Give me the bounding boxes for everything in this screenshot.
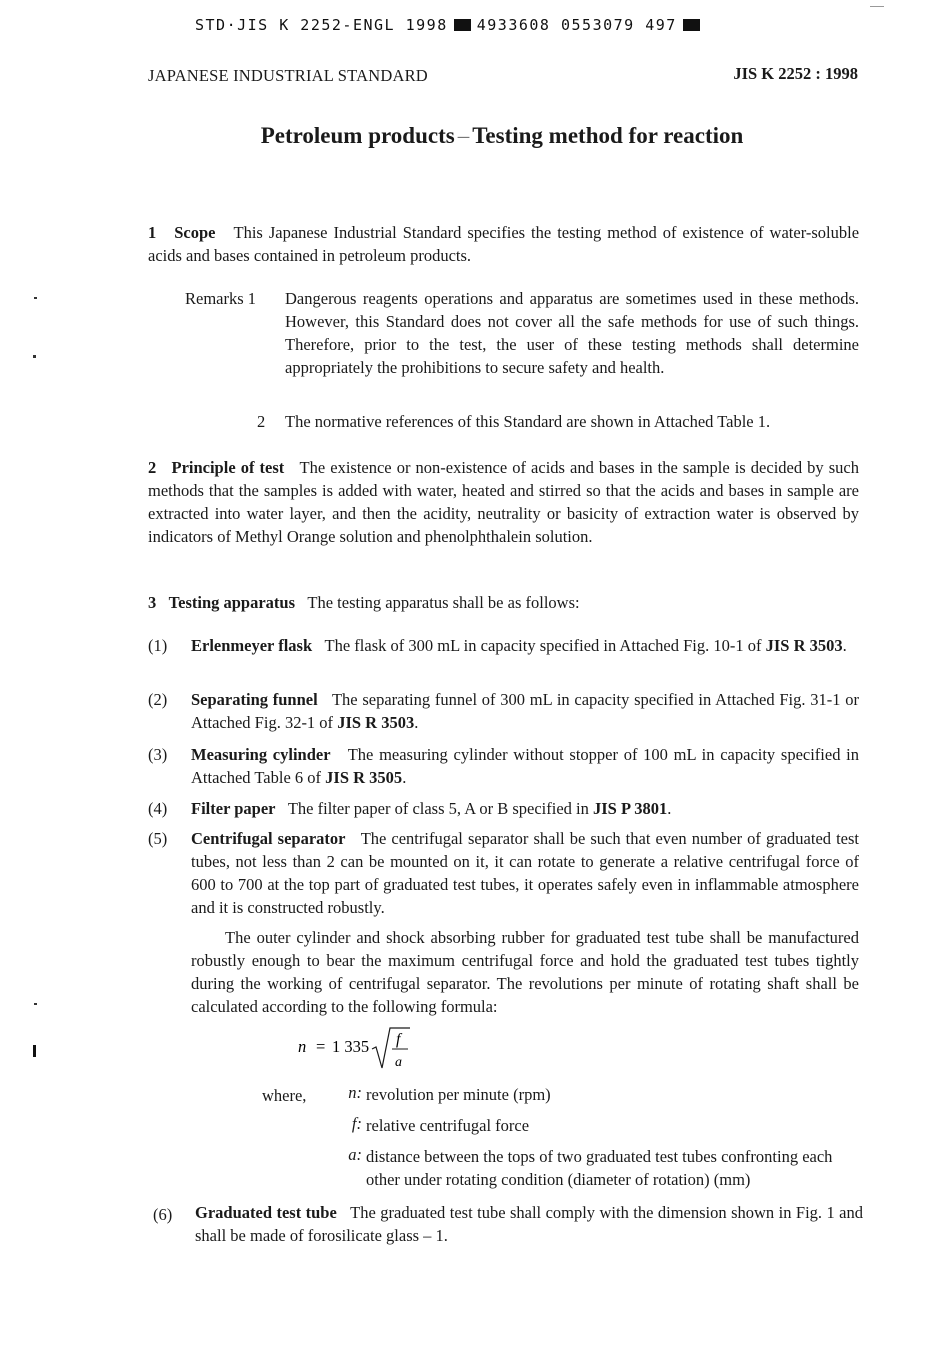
section-principle (148, 456, 859, 548)
radical-sign (372, 1028, 410, 1068)
standard-label: JAPANESE INDUSTRIAL STANDARD (148, 66, 428, 85)
definition-text: revolution per minute (rpm) (366, 1085, 551, 1104)
section-heading: Principle of test (171, 458, 285, 477)
rpm-formula (296, 1022, 426, 1078)
scan-speck (33, 355, 36, 358)
apparatus-item-1 (191, 634, 859, 657)
definition-symbol: a: (348, 1145, 362, 1164)
section-text: The testing apparatus shall be as follows: (307, 593, 580, 612)
item-name: Separating funnel (191, 690, 318, 709)
item-name: Filter paper (191, 799, 276, 818)
remarks-label: Remarks 1 (185, 289, 257, 308)
definition-symbol: n: (348, 1083, 362, 1102)
item-text: The graduated test tube shall comply with the dimension shown in Fig. 1 and shall be made of forosilicate glass – 1. (195, 1203, 863, 1245)
item-number: (6) (153, 1205, 173, 1224)
item-text: The separating funnel of 300 mL in capacity specified in Attached Fig. 31-1 or Attached Fig. 32-1 of (191, 690, 859, 732)
section-number: 3 (148, 593, 157, 612)
item-reference: JIS R 3503 (765, 636, 843, 655)
remark-1-text: Dangerous reagents operations and apparatus are sometimes used in these methods. However, this Standard does not cover all the safe methods for use of such things. Therefore, prior to the test, the user of these testing methods shall determine appropriately the prohibitions to secure safety and health. (285, 289, 859, 377)
item-end: . (414, 713, 419, 732)
where-label: where, (262, 1086, 307, 1105)
item-text: The centrifugal separator shall be such that even number of graduated test tubes, not less than 2 can be mounted on it, it can rotate to generate a relative centrifugal force of 600 to 700 at the top part of graduated test tubes, it operates safely even in inflammable atmosphere and it is constructed robustly. (191, 829, 860, 917)
item-name: Centrifugal separator (191, 829, 346, 848)
document-title (0, 123, 950, 149)
formula-numerator: f (396, 1031, 401, 1048)
formula-graphic (296, 1022, 426, 1074)
section-text: This Japanese Industrial Standard specifies the testing method of existence of water-soluble acids and bases contained in petroleum products. (148, 223, 860, 265)
title-part2: Testing method for reaction (472, 123, 744, 148)
item-number: (2) (148, 690, 168, 709)
item-text: The flask of 300 mL in capacity specified in Attached Fig. 10-1 of (324, 636, 762, 655)
redaction-block (454, 19, 471, 31)
item-reference: JIS P 3801 (593, 799, 668, 818)
item-text: The filter paper of class 5, A or B specified in (287, 799, 589, 818)
section-heading: Scope (174, 223, 216, 242)
definition-text: relative centrifugal force (366, 1116, 530, 1135)
item-name: Measuring cylinder (191, 745, 331, 764)
title-part1: Petroleum products (260, 123, 455, 148)
section-scope (148, 221, 859, 267)
item-number: (5) (148, 829, 168, 848)
formula-coefficient: 1 335 (332, 1037, 370, 1056)
formula-lhs: n (298, 1037, 307, 1056)
item-name: Erlenmeyer flask (191, 636, 313, 655)
scan-speck (33, 1045, 36, 1057)
item-text: The measuring cylinder without stopper of 100 mL in capacity specified in Attached Table 6 of (191, 745, 860, 787)
document-code-strip (195, 16, 706, 34)
definition-f (334, 1114, 868, 1137)
item-end: . (402, 768, 407, 787)
item-number: (1) (148, 636, 168, 655)
definition-a (334, 1145, 868, 1191)
formula-equals: = (316, 1037, 326, 1056)
remark-2-number: 2 (257, 412, 266, 431)
redaction-block (683, 19, 700, 31)
section-text: The existence or non-existence of acids and bases in the sample is decided by such methods that the samples is added with water, heated and stirred so that the acids and bases in sample are extracted into water layer, and then the acidity, neutrality or basicity of extraction water is observed by indicators of Methyl Orange solution and phenolphthalein solution. (148, 458, 860, 546)
apparatus-item-2 (191, 688, 859, 734)
formula-denominator: a (395, 1055, 402, 1070)
section-number: 2 (148, 458, 157, 477)
definition-symbol: f: (351, 1114, 362, 1133)
item-5-paragraph-2: The outer cylinder and shock absorbing rubber for graduated test tube shall be manufactured robustly enough to bear the maximum centrifugal force and hold the graduated test tubes tightly during the working of centrifugal separator. The revolutions per minute of rotating shaft shall be calculated according to the following formula: (191, 928, 859, 1016)
title-dash: – (457, 123, 470, 148)
item-end: . (842, 636, 847, 655)
scan-speck (34, 1003, 37, 1005)
standard-number: JIS K 2252 : 1998 (733, 64, 858, 83)
apparatus-item-6 (195, 1201, 863, 1247)
item-name: Graduated test tube (195, 1203, 337, 1222)
item-reference: JIS R 3503 (337, 713, 415, 732)
item-end: . (667, 799, 672, 818)
definition-text: distance between the tops of two graduated test tubes confronting each other under rotating condition (diameter of rotation) (mm) (366, 1147, 833, 1189)
section-number: 1 (148, 223, 157, 242)
section-heading: Testing apparatus (168, 593, 296, 612)
document-code-part1: STD·JIS K 2252-ENGL 1998 (195, 16, 448, 34)
document-code-part2: 4933608 0553079 497 (476, 16, 677, 34)
item-number: (4) (148, 799, 168, 818)
apparatus-item-5 (191, 827, 859, 919)
section-apparatus (148, 591, 859, 614)
scan-speck (34, 297, 37, 299)
remark-2-text: The normative references of this Standard are shown in Attached Table 1. (285, 412, 771, 431)
scan-mark (870, 6, 884, 7)
item-reference: JIS R 3505 (325, 768, 403, 787)
apparatus-item-4 (191, 797, 859, 820)
definition-n (334, 1083, 868, 1106)
apparatus-item-3 (191, 743, 859, 789)
item-number: (3) (148, 745, 168, 764)
